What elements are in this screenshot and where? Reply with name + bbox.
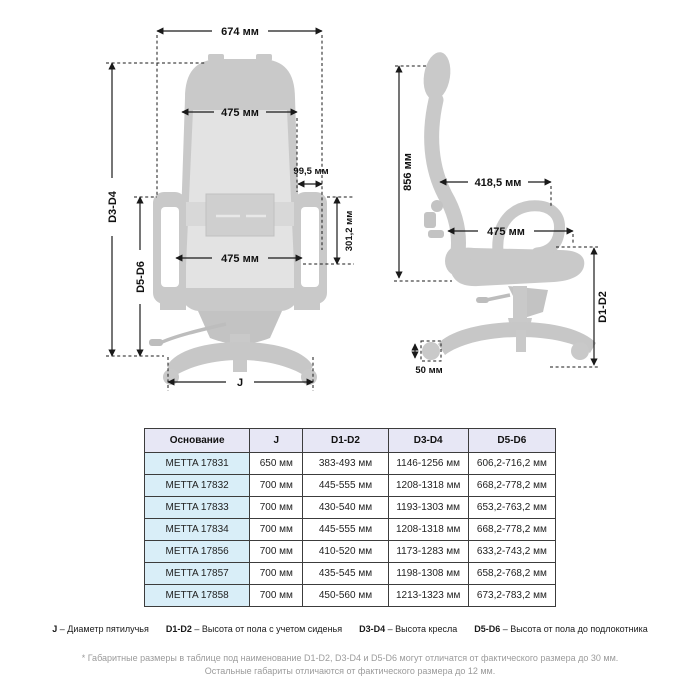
side-armrest-length-label: 418,5 мм [474, 177, 522, 189]
chair-front-silhouette [149, 54, 327, 385]
chair-side-silhouette [420, 50, 596, 360]
table-cell: 1208-1318 мм [388, 519, 468, 541]
table-cell: 445-555 мм [303, 475, 388, 497]
table-row [145, 475, 556, 497]
table-cell: 445-555 мм [303, 519, 388, 541]
front-backrest-width-label: 475 мм [221, 107, 259, 119]
table-cell: 450-560 мм [303, 585, 388, 607]
dimensions-table [144, 428, 556, 607]
front-armrest-height-label: 301,2 мм [344, 210, 355, 252]
front-total-width-label: 674 мм [221, 26, 259, 38]
model-cell: METTA 17858 [145, 585, 250, 607]
legend-item [52, 624, 149, 634]
model-cell: METTA 17856 [145, 541, 250, 563]
front-height-d3d4-label: D3-D4 [107, 191, 119, 223]
table-row [145, 541, 556, 563]
header-d1d2: D1-D2 [303, 429, 388, 453]
table-cell: 658,2-768,2 мм [468, 563, 555, 585]
table-cell: 700 мм [250, 541, 303, 563]
footnote [0, 652, 700, 678]
table-cell: 1213-1323 мм [388, 585, 468, 607]
header-j: J [250, 429, 303, 453]
header-base: Основание [145, 429, 250, 453]
table-cell: 1173-1283 мм [388, 541, 468, 563]
table-cell: 1193-1303 мм [388, 497, 468, 519]
side-seat-depth-label: 475 мм [487, 226, 525, 238]
side-back-height-label: 856 мм [402, 153, 414, 191]
front-base-diameter-label: J [236, 377, 244, 389]
legend-term: D5-D6 [474, 624, 501, 634]
table-cell: 668,2-778,2 мм [468, 475, 555, 497]
table-row [145, 563, 556, 585]
model-cell: METTA 17833 [145, 497, 250, 519]
model-cell: METTA 17832 [145, 475, 250, 497]
side-caster-size-label: 50 мм [415, 365, 443, 376]
table-row [145, 453, 556, 475]
table-cell: 383-493 мм [303, 453, 388, 475]
legend-desc: – Высота от пола до подлокотника [502, 624, 648, 634]
table-row [145, 497, 556, 519]
table-cell: 430-540 мм [303, 497, 388, 519]
table-cell: 650 мм [250, 453, 303, 475]
table-cell: 700 мм [250, 585, 303, 607]
legend-desc: – Высота кресла [387, 624, 458, 634]
table-cell: 606,2-716,2 мм [468, 453, 555, 475]
dimension-legend [0, 624, 700, 634]
front-seat-width-label: 475 мм [221, 253, 259, 265]
table-cell: 668,2-778,2 мм [468, 519, 555, 541]
model-cell: METTA 17857 [145, 563, 250, 585]
table-cell: 410-520 мм [303, 541, 388, 563]
table-cell: 1198-1308 мм [388, 563, 468, 585]
table-cell: 700 мм [250, 563, 303, 585]
legend-item [474, 624, 647, 634]
front-armrest-d5d6-label: D5-D6 [135, 261, 147, 293]
table-cell: 633,2-743,2 мм [468, 541, 555, 563]
table-row [145, 519, 556, 541]
table-header-row [145, 429, 556, 453]
legend-item [359, 624, 457, 634]
header-d5d6: D5-D6 [468, 429, 555, 453]
table-cell: 700 мм [250, 475, 303, 497]
legend-term: J [52, 624, 58, 634]
table-cell: 1146-1256 мм [388, 453, 468, 475]
footnote-line-1: * Габаритные размеры в таблице под наименование D1-D2, D3-D4 и D5-D6 могут отличатся от фактического размера до 30 мм. [81, 653, 619, 663]
model-cell: METTA 17831 [145, 453, 250, 475]
table-cell: 700 мм [250, 497, 303, 519]
table-cell: 1208-1318 мм [388, 475, 468, 497]
table-cell: 673,2-783,2 мм [468, 585, 555, 607]
footnote-line-2: Остальные габариты отличаются от фактического размера до 12 мм. [204, 666, 496, 676]
table-cell: 435-545 мм [303, 563, 388, 585]
table-cell: 653,2-763,2 мм [468, 497, 555, 519]
side-seat-height-d1d2-label: D1-D2 [597, 291, 609, 323]
table-row [145, 585, 556, 607]
model-cell: METTA 17834 [145, 519, 250, 541]
legend-term: D3-D4 [359, 624, 386, 634]
header-d3d4: D3-D4 [388, 429, 468, 453]
front-armrest-offset-label: 99,5 мм [293, 166, 329, 177]
legend-desc: – Диаметр пятилучья [59, 624, 149, 634]
legend-term: D1-D2 [165, 624, 192, 634]
legend-desc: – Высота от пола с учетом сиденья [194, 624, 343, 634]
legend-item [166, 624, 342, 634]
table-cell: 700 мм [250, 519, 303, 541]
